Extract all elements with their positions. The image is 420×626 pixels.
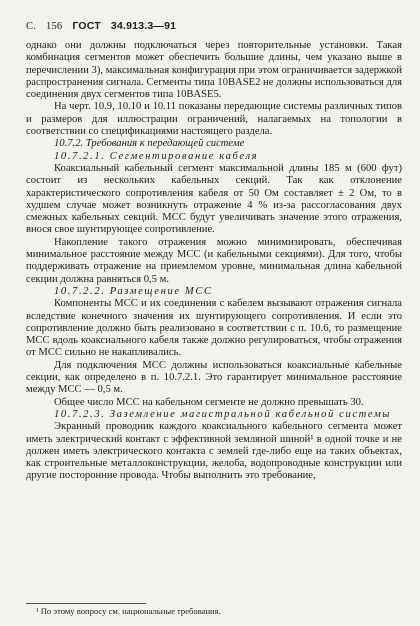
- paragraph-reflection: Накопление такого отражения можно минимизировать, обеспечивая минимальное расстояние между МСС (и кабельными секциями). Для того, чтобы поддерживать отражение на приемлемом уровне, минимальная длина кабельной секции должна равняться 0,5 м.: [26, 236, 402, 285]
- footnote-divider: [26, 603, 146, 604]
- section-heading-10-7-2-2: [26, 286, 402, 298]
- paragraph-mau-count: Общее число МСС на кабельном сегменте не должно превышать 30.: [54, 396, 364, 408]
- paragraph-coax-segment: Коаксиальный кабельный сегмент максимальной длины 185 м (600 фут) состоит из нескольких кабельных секций. Так как отклонение характеристического сопротивления кабеля от 50 Ом составляет ± 2 Ом, то в худшем случае может возникнуть отражение 4 % из-за рассогласования двух смежных кабельных секций. МСС будут увеличивать значение этого отражения, внося свое шунтирующее сопротивление.: [26, 162, 402, 236]
- paragraph-figures: На черт. 10.9, 10.10 и 10.11 показаны передающие системы различных типов и размеров для иллюстрации ограничений, налагаемых на топологии в соответствии со спецификациями настоящего раздела.: [26, 101, 402, 138]
- section-heading-10-7-2-3: [26, 409, 402, 421]
- section-heading-text: 10.7.2. Требования к передающей системе: [54, 138, 245, 150]
- section-heading-10-7-2: [26, 138, 402, 150]
- paragraph-mau-connection: Для подключения МСС должны использоваться коаксиальные кабельные секции, как определено в п. 10.7.2.1. Это гарантирует минимальное расстояние между МСС — 0,5 м.: [26, 359, 402, 396]
- paragraph-mau-components: Компоненты МСС и их соединения с кабелем вызывают отражения сигнала вследствие конечного значения их шунтирующего сопротивления. И если это сопротивление должно быть реализовано в соответствии с п. 10.6, то размещение МСС вдоль коаксиального кабеля также должно регулироваться, чтобы отражения от МСС сильно не накапливались.: [26, 298, 402, 359]
- page-header: [26, 20, 186, 32]
- page-letter: С.: [26, 21, 37, 32]
- page-number: 156: [46, 21, 63, 32]
- subsection-heading-text: 10.7.2.3. Заземление магистральной кабельной системы: [54, 408, 392, 420]
- standard-label: ГОСТ: [72, 20, 101, 32]
- footnote: ¹ По этому вопросу см. национальные требования.: [36, 606, 221, 616]
- document-body: [26, 40, 402, 483]
- standard-code: 34.913.3—91: [110, 20, 177, 32]
- section-heading-10-7-2-1: [26, 151, 402, 163]
- subsection-heading-text: 10.7.2.2. Размещение МСС: [54, 285, 213, 297]
- paragraph-continuation: однако они должны подключаться через повторительные установки. Такая комбинация сегментов может обеспечить большие длины, чем указано выше в перечислении 3), максимальная конфигурация при этом ограничивается задержкой распространения сигнала. Сегменты типа 10BASE2 не должны использоваться для соединения двух сегментов типа 10BASE5.: [26, 40, 402, 101]
- paragraph-grounding: Экранный проводник каждого коаксиального кабельного сегмента может иметь электрический контакт с эффективной земляной шиной¹ в одной точке и не должен иметь электрического контакта с землей где-либо еще на таких объектах, как строительные металлоконструкции, желоба, водопроводные конструкции или другие посторонние провода. Чтобы выполнить это требование,: [26, 421, 402, 482]
- subsection-heading-text: 10.7.2.1. Сегментирование кабеля: [54, 150, 259, 162]
